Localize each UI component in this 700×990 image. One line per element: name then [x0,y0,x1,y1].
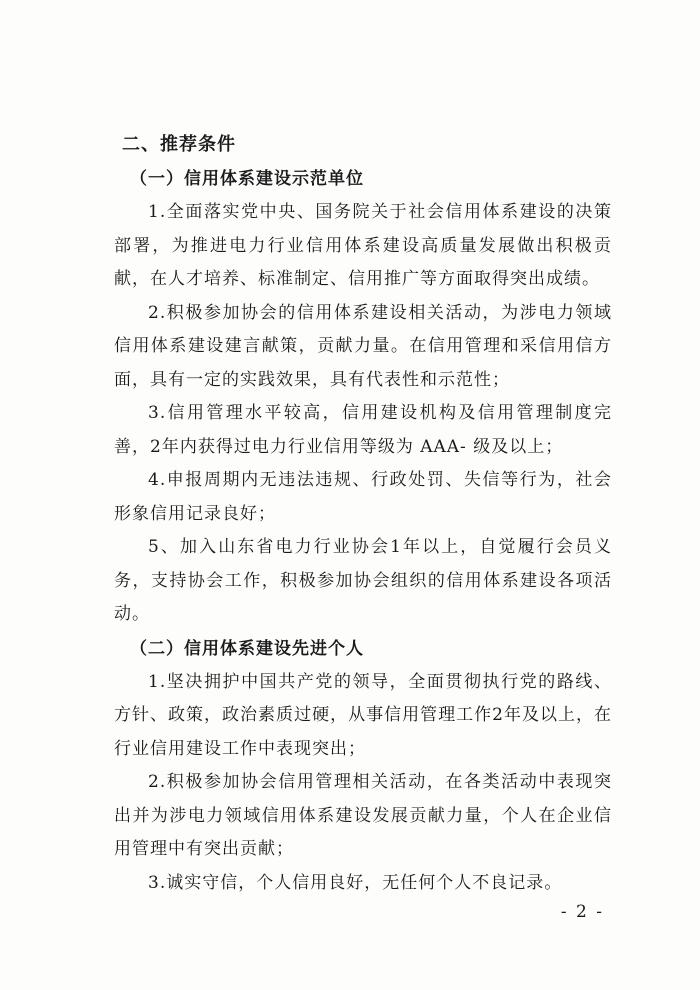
page-number: - 2 - [560,902,604,922]
document-body [114,128,612,900]
section-heading: 二、推荐条件 [122,134,236,155]
paragraph: 4.申报周期内无违法违规、行政处罚、失信等行为，社会形象信用记录良好； [114,470,612,524]
paragraph: 3.诚实守信，个人信用良好，无任何个人不良记录。 [148,872,563,893]
paragraph: 2.积极参加协会的信用体系建设相关活动，为涉电力领域信用体系建设建言献策，贡献力量。在信用管理和采信用信方面，具有一定的实践效果，具有代表性和示范性； [114,302,612,390]
paragraph: 1.全面落实党中央、国务院关于社会信用体系建设的决策部署，为推进电力行业信用体系建设高质量发展做出积极贡献，在人才培养、标准制定、信用推广等方面取得突出成绩。 [114,202,612,289]
subsection-title-advanced-individual: （二）信用体系建设先进个人 [130,638,364,659]
paragraph: 1.坚决拥护中国共产党的领导，全面贯彻执行党的路线、方针、政策，政治素质过硬，从事信用管理工作2年及以上，在行业信用建设工作中表现突出； [114,671,612,759]
subsection-title-model-unit: （一）信用体系建设示范单位 [130,169,364,189]
paragraph: 3.信用管理水平较高，信用建设机构及信用管理制度完善，2年内获得过电力行业信用等级为 AAA- 级及以上； [114,403,612,457]
paragraph: 5、加入山东省电力行业协会1年以上，自觉履行会员义务，支持协会工作，积极参加协会组织的信用体系建设各项活动。 [114,537,612,624]
paragraph: 2.积极参加协会信用管理相关活动，在各类活动中表现突出并为涉电力领域信用体系建设发展贡献力量，个人在企业信用管理中有突出贡献； [114,772,612,859]
